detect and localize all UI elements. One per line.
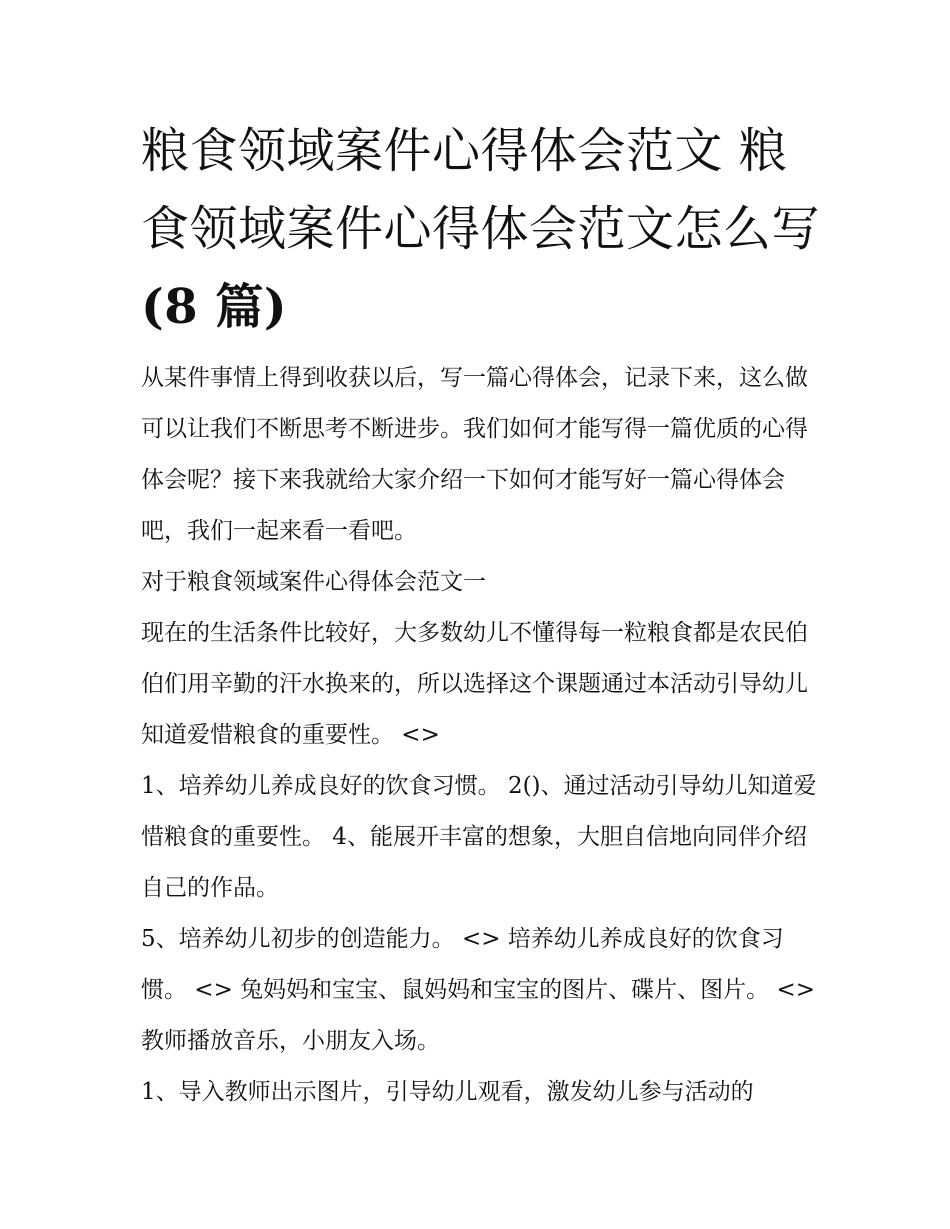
document-title [141,112,821,346]
intro-paragraph: 从某件事情上得到收获以后，写一篇心得体会，记录下来，这么做可以让我们不断思考不断进步。我们如何才能写得一篇优质的心得体会呢？接下来我就给大家介绍一下如何才能写好一篇心得体会吧，我们一起来看一看吧。 [141,365,808,544]
body-paragraph: 1、培养幼儿养成良好的饮食习惯。 2()、通过活动引导幼儿知道爱惜粮食的重要性。 4、能展开丰富的想象，大胆自信地向同伴介绍自己的作品。 [141,773,817,901]
body-paragraph: 现在的生活条件比较好，大多数幼儿不懂得每一粒粮食都是农民伯伯们用辛勤的汗水换来的，所以选择这个课题通过本活动引导幼儿知道爱惜粮食的重要性。 <> [141,620,808,748]
document-title-suffix: (8 篇) [141,279,288,335]
document-title-main: 粮食领域案件心得体会范文 粮食领域案件心得体会范文怎么写 [141,123,821,257]
document-body [141,353,821,1118]
body-paragraph: 1、导入教师出示图片，引导幼儿观看，激发幼儿参与活动的 [141,1079,754,1105]
body-paragraph: 5、培养幼儿初步的创造能力。 <> 培养幼儿养成良好的饮食习惯。 <> 兔妈妈和宝宝、鼠妈妈和宝宝的图片、碟片、图片。 <> 教师播放音乐，小朋友入场。 [141,926,816,1054]
section-heading: 对于粮食领域案件心得体会范文一 [141,569,486,595]
